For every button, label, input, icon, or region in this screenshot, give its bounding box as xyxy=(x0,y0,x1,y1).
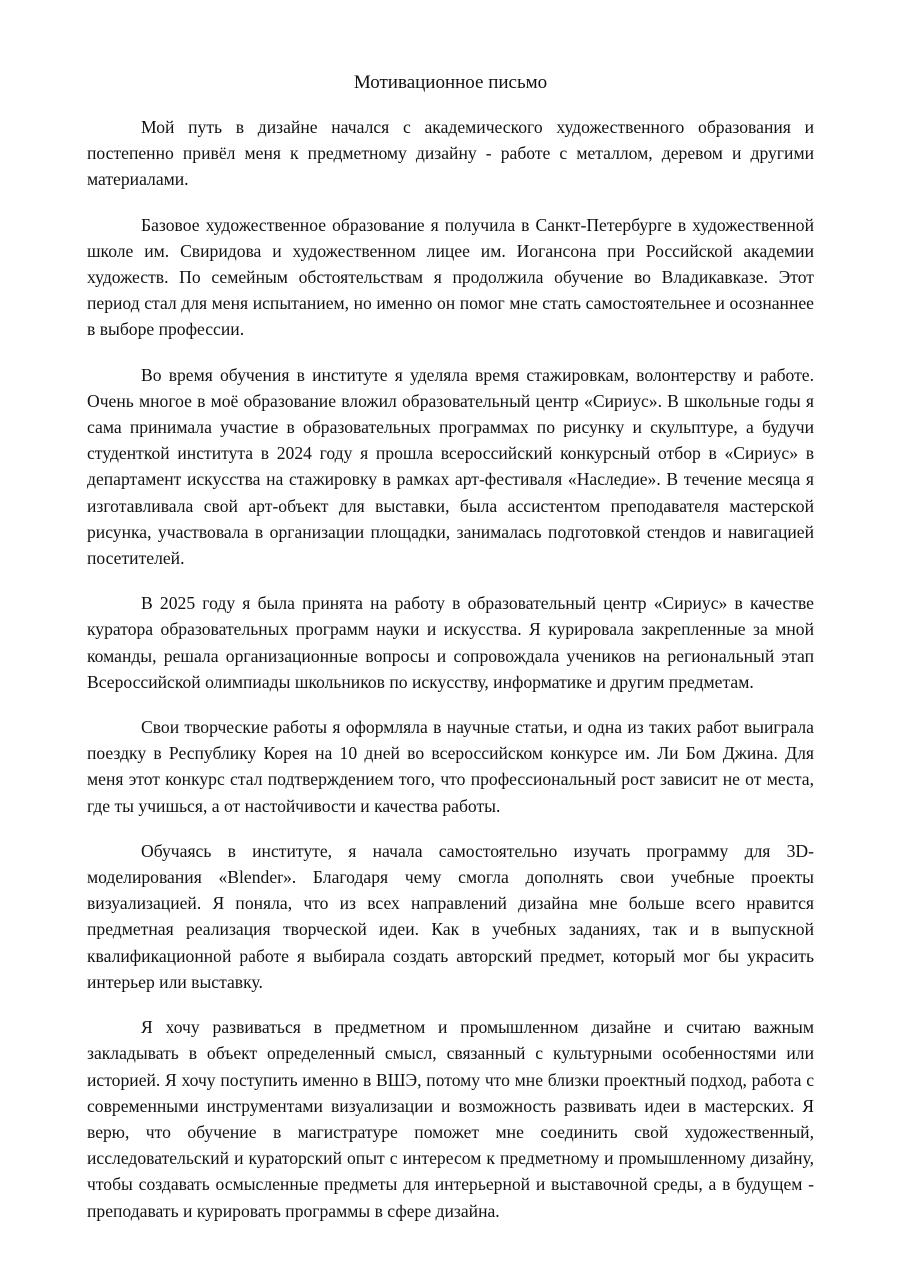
paragraph-internships: Во время обучения в институте я уделяла время стажировкам, волонтерству и работе. Очень многое в моё образование вложил образовательный центр «Сириус». В школьные годы я сама принимала участие в образовательных программах по рисунку и скульптуре, а будучи студенткой института в 2024 году я прошла всероссийский конкурсный отбор в «Сириус» в департамент искусства на стажировку в рамках арт-фестиваля «Наследие». В течение месяца я изготавливала свой арт-объект для выставки, была ассистентом преподавателя мастерской рисунка, участвовала в организации площадки, занималась подготовкой стендов и навигацией посетителей. xyxy=(87,364,814,569)
paragraph-3d-modeling: Обучаясь в институте, я начала самостоятельно изучать программу для 3D-моделирования «Blender». Благодаря чему смогла дополнять свои учебные проекты визуализацией. Я поняла, что из всех направлений дизайна мне больше всего нравится предметная реализация творческой идеи. Как в учебных заданиях, так и в выпускной квалификационной работе я выбирала создать авторский предмет, который мог бы украсить интерьер или выставку. xyxy=(87,840,814,992)
paragraph-creative-works: Свои творческие работы я оформляла в научные статьи, и одна из таких работ выиграла поездку в Республику Корея на 10 дней во всероссийском конкурсе им. Ли Бом Джина. Для меня этот конкурс стал подтверждением того, что профессиональный рост зависит не от места, где ты учишься, а от настойчивости и качества работы. xyxy=(87,717,814,816)
paragraph-goals: Я хочу развиваться в предметном и промышленном дизайне и считаю важным закладывать в объект определенный смысл, связанный с культурными особенностями или историей. Я хочу поступить именно в ВШЭ, потому что мне близки проектный подход, работа с современными инструментами визуализации и возможность развивать идеи в мастерских. Я верю, что обучение в магистратуре поможет мне соединить свой художественный, исследовательский и кураторский опыт с интересом к предметному и промышленному дизайну, чтобы создавать осмысленные предметы для интерьерной и выставочной среды, а в будущем - преподавать и курировать программы в сфере дизайна. xyxy=(87,1017,814,1221)
paragraph-education-path: Мой путь в дизайне начался с академического художественного образования и постепенно привёл меня к предметному дизайну - работе с металлом, деревом и другими материалами. xyxy=(87,117,814,190)
letter-title: Мотивационное письмо xyxy=(353,72,548,93)
paragraph-basic-education: Базовое художественное образование я получила в Санкт-Петербурге в художественной школе им. Свиридова и художественном лицее им. Иогансона при Российской академии художеств. По семейным обстоятельствам я продолжила обучение во Владикавказе. Этот период стал для меня испытанием, но именно он помог мне стать самостоятельнее и осознаннее в выборе профессии. xyxy=(87,214,814,340)
paragraph-curator-work: В 2025 году я была принята на работу в образовательный центр «Сириус» в качестве куратора образовательных программ науки и искусства. Я курировала закрепленные за мной команды, решала организационные вопросы и сопровождала учеников на региональный этап Всероссийской олимпиады школьников по искусству, информатике и другим предметам. xyxy=(87,593,814,692)
